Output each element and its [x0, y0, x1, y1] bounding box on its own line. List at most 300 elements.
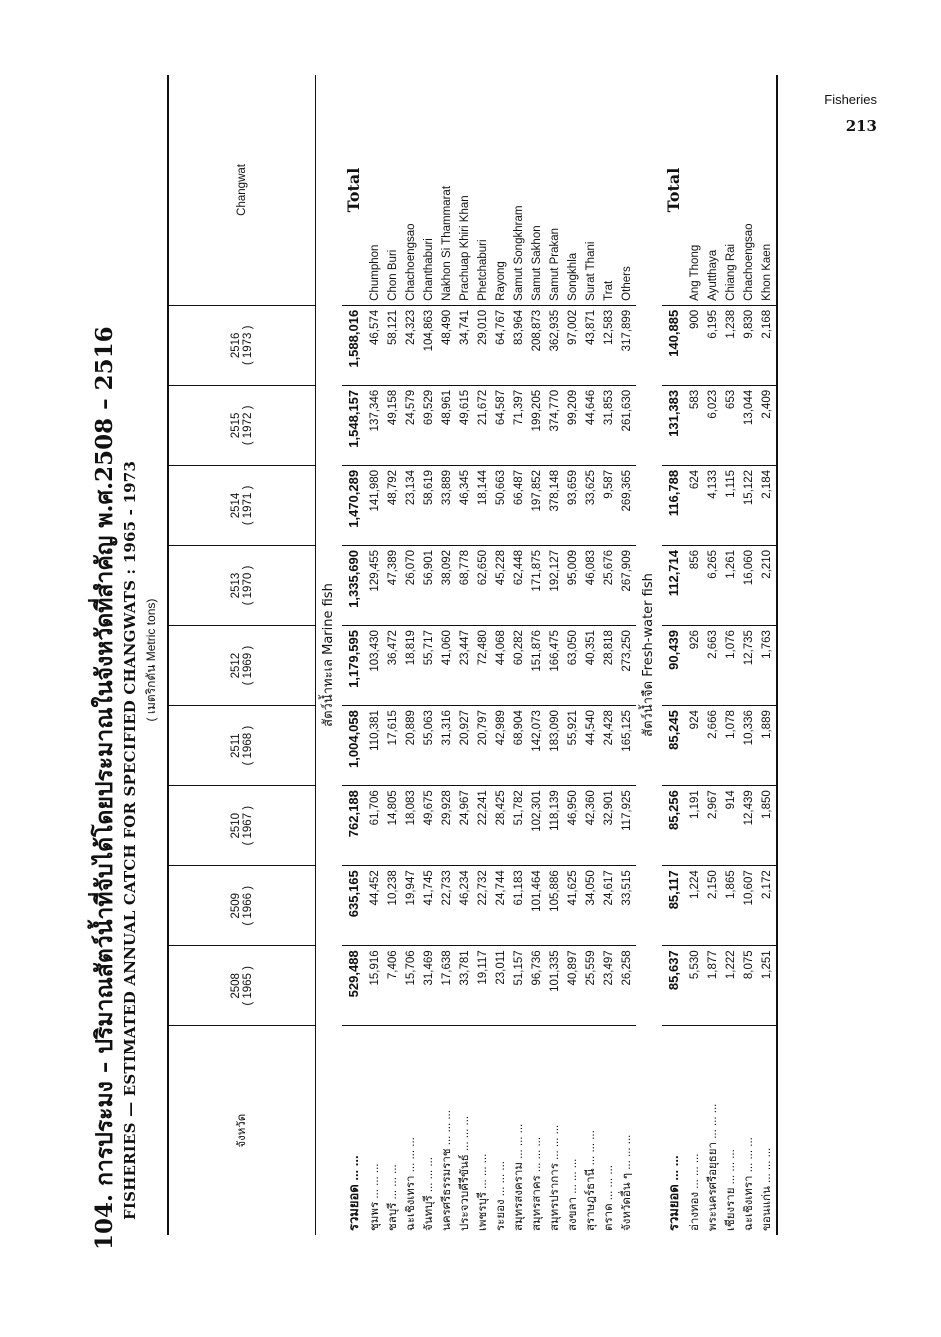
changwat-english: Samut Songkhram	[510, 75, 528, 305]
table-row	[528, 75, 546, 1235]
changwat-thai: จังหวัดอื่น ๆ ... ... ...	[621, 1134, 633, 1231]
catch-value: 72,480	[474, 626, 492, 706]
catch-value: 24,744	[492, 866, 510, 946]
year-be: 2510	[230, 812, 242, 839]
year-be: 2515	[230, 412, 242, 439]
changwat-thai: อ่างทอง ... ... ...	[689, 1153, 701, 1231]
table-row	[600, 75, 618, 1235]
catch-value: 140,885	[662, 305, 686, 385]
catch-value: 28,425	[492, 786, 510, 866]
year-be: 2514	[230, 492, 242, 519]
catch-value: 2,150	[704, 866, 722, 946]
catch-value: 15,706	[402, 946, 420, 1026]
changwat-english: Chiang Rai	[722, 75, 740, 305]
catch-value: 44,540	[582, 706, 600, 786]
catch-value: 41,745	[420, 866, 438, 946]
changwat-thai: พระนครศรีอยุธยา ... ... ...	[707, 1103, 719, 1231]
year-ce: ( 1965 )	[242, 966, 254, 1006]
catch-value: 208,873	[528, 305, 546, 385]
total-row	[662, 75, 686, 1235]
catch-value: 96,736	[528, 946, 546, 1026]
catch-value: 66,487	[510, 465, 528, 545]
catch-value: 12,735	[740, 626, 758, 706]
catch-value: 12,439	[740, 786, 758, 866]
changwat-thai: สุราษฎร์ธานี ... ... ...	[585, 1130, 597, 1231]
changwat-thai: ระยอง ... ... ...	[495, 1161, 507, 1231]
catch-value: 33,781	[456, 946, 474, 1026]
table-row	[704, 75, 722, 1235]
catch-value: 18,819	[402, 626, 420, 706]
catch-value: 199,205	[528, 385, 546, 465]
catch-value: 85,117	[662, 866, 686, 946]
catch-value: 1,251	[758, 946, 777, 1026]
catch-value: 93,659	[564, 465, 582, 545]
catch-value: 22,732	[474, 866, 492, 946]
catch-value: 10,607	[740, 866, 758, 946]
changwat-thai: ฉะเชิงเทรา ... ... ...	[743, 1137, 755, 1231]
year-ce: ( 1972 )	[242, 405, 254, 446]
table-row	[402, 75, 420, 1235]
catch-value: 97,002	[564, 305, 582, 385]
changwat-thai: จันทบุรี ... ... ...	[423, 1157, 435, 1231]
catch-value: 56,901	[420, 546, 438, 626]
changwat-english: Khon Kaen	[758, 75, 777, 305]
header-year-2515	[168, 385, 316, 465]
changwat-english: Chumphon	[366, 75, 384, 305]
catch-value: 31,853	[600, 385, 618, 465]
catch-value: 267,909	[618, 546, 636, 626]
catch-value: 46,345	[456, 465, 474, 545]
changwat-english: Total	[342, 75, 366, 305]
catch-value: 2,663	[704, 626, 722, 706]
catch-value: 1,588,016	[342, 305, 366, 385]
catch-value: 192,127	[546, 546, 564, 626]
catch-value: 49,615	[456, 385, 474, 465]
catch-value: 46,083	[582, 546, 600, 626]
table-row	[510, 75, 528, 1235]
catch-value: 856	[686, 546, 704, 626]
changwat-english: Surat Thani	[582, 75, 600, 305]
changwat-english: Songkhla	[564, 75, 582, 305]
table-row	[546, 75, 564, 1235]
catch-value: 28,818	[600, 626, 618, 706]
changwat-thai: สงขลา ... ... ...	[567, 1158, 579, 1231]
catch-value: 31,316	[438, 706, 456, 786]
year-be: 2508	[230, 973, 242, 999]
total-row	[342, 75, 366, 1235]
catch-value: 1,889	[758, 706, 777, 786]
catch-value: 24,579	[402, 385, 420, 465]
catch-value: 166,475	[546, 626, 564, 706]
table-row	[686, 75, 704, 1235]
catch-value: 131,383	[662, 385, 686, 465]
catch-value: 85,245	[662, 706, 686, 786]
catch-value: 85,637	[662, 946, 686, 1026]
catch-value: 63,050	[564, 626, 582, 706]
catch-value: 26,258	[618, 946, 636, 1026]
catch-value: 19,947	[402, 866, 420, 946]
catch-value: 762,188	[342, 786, 366, 866]
catch-value: 165,125	[618, 706, 636, 786]
header-year-2509	[168, 866, 316, 946]
catch-value: 24,617	[600, 866, 618, 946]
changwat-thai: รวมยอด ... ...	[346, 1155, 361, 1231]
table-body	[316, 75, 778, 1235]
catch-value: 62,650	[474, 546, 492, 626]
changwat-english: Ang Thong	[686, 75, 704, 305]
rotated-table-page	[90, 70, 890, 1250]
catch-value: 1,877	[704, 946, 722, 1026]
changwat-thai: เชียงราย ... ... ...	[725, 1149, 737, 1231]
year-be: 2516	[230, 332, 242, 359]
catch-value: 926	[686, 626, 704, 706]
catch-value: 900	[686, 305, 704, 385]
catch-value: 69,529	[420, 385, 438, 465]
catch-value: 83,964	[510, 305, 528, 385]
catch-value: 36,472	[384, 626, 402, 706]
year-ce: ( 1967 )	[242, 805, 254, 846]
catch-value: 1,261	[722, 546, 740, 626]
freshwater-section-row	[636, 75, 662, 1235]
catch-value: 9,587	[600, 465, 618, 545]
catch-value: 19,117	[474, 946, 492, 1026]
catch-value: 110,381	[366, 706, 384, 786]
catch-value: 5,530	[686, 946, 704, 1026]
table-row	[438, 75, 456, 1235]
table-row	[722, 75, 740, 1235]
catch-value: 1,179,595	[342, 626, 366, 706]
catch-value: 7,406	[384, 946, 402, 1026]
catch-value: 26,070	[402, 546, 420, 626]
changwat-english: Trat	[600, 75, 618, 305]
catch-value: 40,897	[564, 946, 582, 1026]
catch-value: 141,980	[366, 465, 384, 545]
catch-value: 21,672	[474, 385, 492, 465]
catch-value: 10,238	[384, 866, 402, 946]
catch-value: 45,228	[492, 546, 510, 626]
catch-value: 6,023	[704, 385, 722, 465]
catch-value: 38,092	[438, 546, 456, 626]
catch-value: 61,706	[366, 786, 384, 866]
catch-value: 2,210	[758, 546, 777, 626]
changwat-english: Ayutthaya	[704, 75, 722, 305]
catch-value: 317,899	[618, 305, 636, 385]
catch-value: 51,782	[510, 786, 528, 866]
catch-value: 71,397	[510, 385, 528, 465]
catch-value: 62,448	[510, 546, 528, 626]
catch-value: 49,675	[420, 786, 438, 866]
catch-value: 2,184	[758, 465, 777, 545]
table-row	[564, 75, 582, 1235]
changwat-english: Chachoengsao	[740, 75, 758, 305]
catch-value: 362,935	[546, 305, 564, 385]
catch-value: 4,133	[704, 465, 722, 545]
catch-value: 41,060	[438, 626, 456, 706]
catch-value: 43,871	[582, 305, 600, 385]
catch-value: 1,335,690	[342, 546, 366, 626]
changwat-english: Nakhon Si Thammarat	[438, 75, 456, 305]
catch-value: 64,587	[492, 385, 510, 465]
catch-value: 46,574	[366, 305, 384, 385]
catch-value: 8,075	[740, 946, 758, 1026]
catch-value: 1,548,157	[342, 385, 366, 465]
catch-value: 9,830	[740, 305, 758, 385]
title-english: FISHERIES — ESTIMATED ANNUAL CATCH FOR SPECIFIED CHANGWATS : 1965 - 1973	[121, 460, 139, 1220]
catch-value: 129,455	[366, 546, 384, 626]
header-year-2511	[168, 706, 316, 786]
catch-value: 13,044	[740, 385, 758, 465]
header-changwat-english: Changwat	[168, 75, 316, 305]
catch-value: 6,265	[704, 546, 722, 626]
catch-value: 2,168	[758, 305, 777, 385]
catch-value: 18,144	[474, 465, 492, 545]
catch-value: 22,241	[474, 786, 492, 866]
catch-value: 624	[686, 465, 704, 545]
table-row	[618, 75, 636, 1235]
year-be: 2511	[230, 733, 242, 759]
catch-value: 273,250	[618, 626, 636, 706]
catch-value: 29,928	[438, 786, 456, 866]
table-row	[420, 75, 438, 1235]
catch-value: 15,916	[366, 946, 384, 1026]
catch-value: 60,282	[510, 626, 528, 706]
catch-value: 1,238	[722, 305, 740, 385]
catch-value: 118,139	[546, 786, 564, 866]
header-year-2514	[168, 465, 316, 545]
catch-value: 924	[686, 706, 704, 786]
catch-value: 1,191	[686, 786, 704, 866]
catch-value: 14,805	[384, 786, 402, 866]
catch-value: 23,011	[492, 946, 510, 1026]
catch-value: 16,060	[740, 546, 758, 626]
catch-value: 6,195	[704, 305, 722, 385]
table-row	[384, 75, 402, 1235]
catch-value: 33,625	[582, 465, 600, 545]
year-ce: ( 1970 )	[242, 565, 254, 606]
header-year-2516	[168, 305, 316, 385]
changwat-thai: นครศรีธรรมราช ... ... ...	[441, 1110, 453, 1231]
unit-label: ( เมตริกตัน Metric tons)	[144, 598, 158, 722]
year-be: 2513	[230, 572, 242, 599]
catch-value: 1,004,058	[342, 706, 366, 786]
changwat-thai: สมุทรสงคราม ... ... ...	[513, 1123, 525, 1231]
year-ce: ( 1969 )	[242, 645, 254, 686]
catch-value: 10,336	[740, 706, 758, 786]
catch-value: 151,876	[528, 626, 546, 706]
changwat-english: Prachuap Khiri Khan	[456, 75, 474, 305]
catch-value: 1,470,289	[342, 465, 366, 545]
catch-value: 102,301	[528, 786, 546, 866]
table-row	[758, 75, 777, 1235]
catch-value: 58,619	[420, 465, 438, 545]
year-ce: ( 1973 )	[242, 325, 254, 366]
year-ce: ( 1968 )	[242, 725, 254, 766]
catch-value: 25,676	[600, 546, 618, 626]
catch-value: 23,447	[456, 626, 474, 706]
page-number: 213	[845, 117, 877, 135]
catch-value: 1,222	[722, 946, 740, 1026]
catch-value: 48,490	[438, 305, 456, 385]
changwat-thai: รวมยอด ... ...	[666, 1155, 681, 1231]
section-heading: สัตว์น้ำจืด Fresh-water fish	[641, 573, 656, 737]
table-row	[474, 75, 492, 1235]
changwat-thai: สมุทรสาคร ... ... ...	[531, 1136, 543, 1231]
catch-value: 1,850	[758, 786, 777, 866]
changwat-thai: สมุทรปราการ ... ... ...	[549, 1124, 561, 1231]
catch-value: 68,778	[456, 546, 474, 626]
table-row	[740, 75, 758, 1235]
changwat-thai: ตราด ... ... ...	[603, 1165, 615, 1231]
changwat-thai: ชุมพร ... ... ...	[369, 1163, 381, 1231]
changwat-english: Samut Prakan	[546, 75, 564, 305]
changwat-thai: เพชรบุรี ... ... ...	[477, 1153, 489, 1231]
catch-value: 55,921	[564, 706, 582, 786]
changwat-thai: ประจวบคีรีขันธ์ ... ... ...	[459, 1115, 471, 1231]
changwat-english: Samut Sakhon	[528, 75, 546, 305]
catch-value: 104,863	[420, 305, 438, 385]
catch-value: 20,889	[402, 706, 420, 786]
catch-value: 32,901	[600, 786, 618, 866]
catch-value: 529,488	[342, 946, 366, 1026]
catch-value: 142,073	[528, 706, 546, 786]
header-year-2513	[168, 546, 316, 626]
header-year-2508	[168, 946, 316, 1026]
catch-value: 1,078	[722, 706, 740, 786]
changwat-thai: ชลบุรี ... ... ...	[387, 1164, 399, 1231]
catch-value: 116,788	[662, 465, 686, 545]
catch-value: 42,360	[582, 786, 600, 866]
catch-value: 2,967	[704, 786, 722, 866]
changwat-english: Total	[662, 75, 686, 305]
year-ce: ( 1971 )	[242, 485, 254, 526]
catch-value: 261,630	[618, 385, 636, 465]
table-header-row	[168, 75, 316, 1235]
catch-value: 653	[722, 385, 740, 465]
changwat-english: Phetchaburi	[474, 75, 492, 305]
catch-value: 17,638	[438, 946, 456, 1026]
changwat-thai: ฉะเชิงเทรา ... ... ...	[405, 1137, 417, 1231]
catch-value: 99,209	[564, 385, 582, 465]
catch-value: 171,875	[528, 546, 546, 626]
catch-value: 68,904	[510, 706, 528, 786]
catch-value: 20,797	[474, 706, 492, 786]
table-row	[456, 75, 474, 1235]
catch-value: 117,925	[618, 786, 636, 866]
catch-value: 55,063	[420, 706, 438, 786]
catch-value: 46,234	[456, 866, 474, 946]
catch-value: 378,148	[546, 465, 564, 545]
catch-value: 95,009	[564, 546, 582, 626]
catch-value: 101,464	[528, 866, 546, 946]
catch-value: 269,365	[618, 465, 636, 545]
catch-value: 101,335	[546, 946, 564, 1026]
catch-value: 23,497	[600, 946, 618, 1026]
catch-value: 22,733	[438, 866, 456, 946]
catch-value: 24,967	[456, 786, 474, 866]
catch-value: 40,351	[582, 626, 600, 706]
catch-value: 33,515	[618, 866, 636, 946]
header-changwat-thai: จังหวัด	[168, 1026, 316, 1235]
catch-value: 103,430	[366, 626, 384, 706]
catch-value: 1,865	[722, 866, 740, 946]
catch-value: 2,172	[758, 866, 777, 946]
catch-value: 24,428	[600, 706, 618, 786]
table-row	[366, 75, 384, 1235]
changwat-english: Others	[618, 75, 636, 305]
catch-value: 34,741	[456, 305, 474, 385]
catch-value: 112,714	[662, 546, 686, 626]
year-ce: ( 1966 )	[242, 885, 254, 926]
section-name: Fisheries	[824, 92, 877, 107]
catch-value: 46,950	[564, 786, 582, 866]
title-thai: 104. การประมง – ปริมาณสัตว์น้ำที่จับได้โดยประมาณในจังหวัดที่สำคัญ พ.ศ.2508 – 2516	[91, 326, 118, 1250]
changwat-english: Chachoengsao	[402, 75, 420, 305]
catch-value: 47,389	[384, 546, 402, 626]
catch-value: 33,889	[438, 465, 456, 545]
year-be: 2509	[230, 892, 242, 919]
catch-value: 137,346	[366, 385, 384, 465]
catch-value: 583	[686, 385, 704, 465]
catch-value: 183,090	[546, 706, 564, 786]
catch-value: 90,439	[662, 626, 686, 706]
catch-value: 25,559	[582, 946, 600, 1026]
catch-value: 914	[722, 786, 740, 866]
catch-value: 44,452	[366, 866, 384, 946]
catch-value: 41,625	[564, 866, 582, 946]
catch-value: 51,157	[510, 946, 528, 1026]
catch-value: 1,763	[758, 626, 777, 706]
catch-value: 31,469	[420, 946, 438, 1026]
catch-value: 2,409	[758, 385, 777, 465]
changwat-english: Chanthaburi	[420, 75, 438, 305]
table-row	[492, 75, 510, 1235]
catch-value: 1,115	[722, 465, 740, 545]
catch-value: 64,767	[492, 305, 510, 385]
catch-value: 50,663	[492, 465, 510, 545]
catch-value: 34,050	[582, 866, 600, 946]
catch-value: 48,961	[438, 385, 456, 465]
catch-value: 58,121	[384, 305, 402, 385]
header-year-2510	[168, 786, 316, 866]
catch-value: 1,076	[722, 626, 740, 706]
catch-value: 2,666	[704, 706, 722, 786]
catch-value: 374,770	[546, 385, 564, 465]
catch-value: 44,068	[492, 626, 510, 706]
catch-value: 29,010	[474, 305, 492, 385]
catch-value: 42,989	[492, 706, 510, 786]
catch-value: 197,852	[528, 465, 546, 545]
catch-value: 24,323	[402, 305, 420, 385]
catch-value: 1,224	[686, 866, 704, 946]
marine-section-row	[316, 75, 343, 1235]
year-be: 2512	[230, 652, 242, 679]
catch-value: 18,083	[402, 786, 420, 866]
catch-value: 85,256	[662, 786, 686, 866]
changwat-thai: ขอนแก่น ... ... ...	[761, 1147, 773, 1231]
changwat-english: Chon Buri	[384, 75, 402, 305]
catch-value: 55,717	[420, 626, 438, 706]
catch-value: 17,615	[384, 706, 402, 786]
catch-value: 15,122	[740, 465, 758, 545]
catch-value: 49,158	[384, 385, 402, 465]
catch-value: 48,792	[384, 465, 402, 545]
catch-value: 635,165	[342, 866, 366, 946]
table-row	[582, 75, 600, 1235]
catch-value: 105,886	[546, 866, 564, 946]
section-heading: สัตว์น้ำทะเล Marine fish	[321, 583, 336, 727]
catch-value: 12,583	[600, 305, 618, 385]
catch-table	[167, 75, 778, 1235]
